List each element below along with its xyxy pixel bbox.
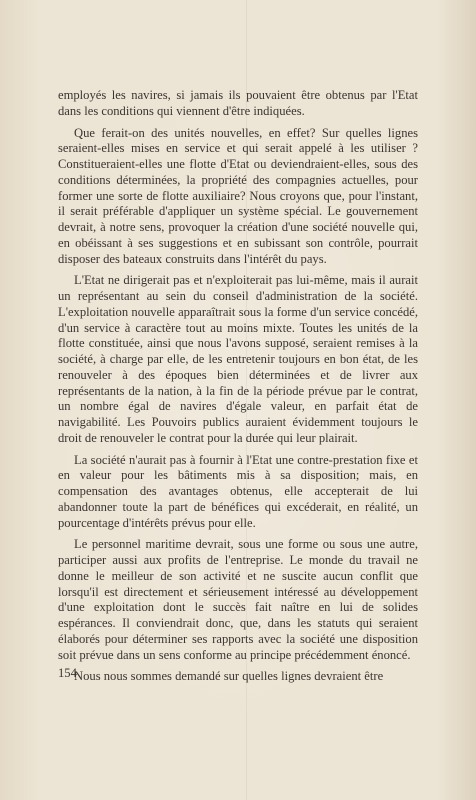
paragraph-5: Le personnel maritime devrait, sous une forme ou sous une autre, participer aussi aux profits de l'entreprise. Le monde du travail ne donne le meilleur de son activité et ne suscite aucun conflit que lorsqu'il est directement et sérieusement intéressé au développement d'une exploitation dont le succès fait naître en lui de solides espérances. Il conviendrait donc, que, dans les statuts qui seraient élaborés pour déterminer ses rapports avec la société une disposition soit prévue dans un sens conforme au principe précédemment énoncé. bbox=[58, 537, 418, 662]
page-number: 154 bbox=[58, 666, 77, 680]
paragraph-4: La société n'aurait pas à fournir à l'Etat une contre-prestation fixe et en valeur pour les bâtiments mis à sa disposition; mais, en compensation des avantages obtenus, elle accepterait de lui abandonner toute la part de bénéfices qui excéderait, en réalité, un pourcentage d'intérêts prévus pour elle. bbox=[58, 452, 418, 530]
paragraph-6: Nous nous sommes demandé sur quelles lignes devraient être bbox=[74, 669, 384, 684]
paragraph-1: employés les navires, si jamais ils pouvaient être obtenus par l'Etat dans les conditions qui viennent d'être indiquées. bbox=[58, 88, 418, 118]
body-text bbox=[58, 88, 418, 691]
paragraph-2: Que ferait-on des unités nouvelles, en effet? Sur quelles lignes seraient-elles mises en service et qui serait appelé à les utiliser ? Constitueraient-elles une flotte d'Etat ou deviendraient-elles, sous des conditions déterminées, la propriété des compagnies actuelles, pour former une sorte de flotte auxiliaire? Nous croyons que, pour l'instant, il serait préférable d'appliquer un système spécial. Le gouvernement devrait, à notre sens, provoquer la création d'une société nouvelle qui, en obéissant à ses suggestions et en subissant son contrôle, pourrait disposer des bateaux construits dans l'intérêt du pays. bbox=[58, 125, 418, 266]
paragraph-3: L'Etat ne dirigerait pas et n'exploiterait pas lui-même, mais il aurait un représentant au sein du conseil d'administration de la société. L'exploitation nouvelle apparaîtrait sous la forme d'un service concédé, d'un service à caractère tout au moins mixte. Toutes les unités de la flotte constituée, ainsi que nous l'avons supposé, seraient remises à la société, à charge par elle, de les entretenir toujours en bon état, de les renouveler à des époques bien déterminées et de livrer aux représentants de la nation, à la fin de la période prévue par le contrat, un nombre égal de navires d'égale valeur, en parfait état de navigabilité. Les Pouvoirs publics auraient évidemment toujours le droit de renouveler le contrat pour la durée qui leur plairait. bbox=[58, 273, 418, 445]
